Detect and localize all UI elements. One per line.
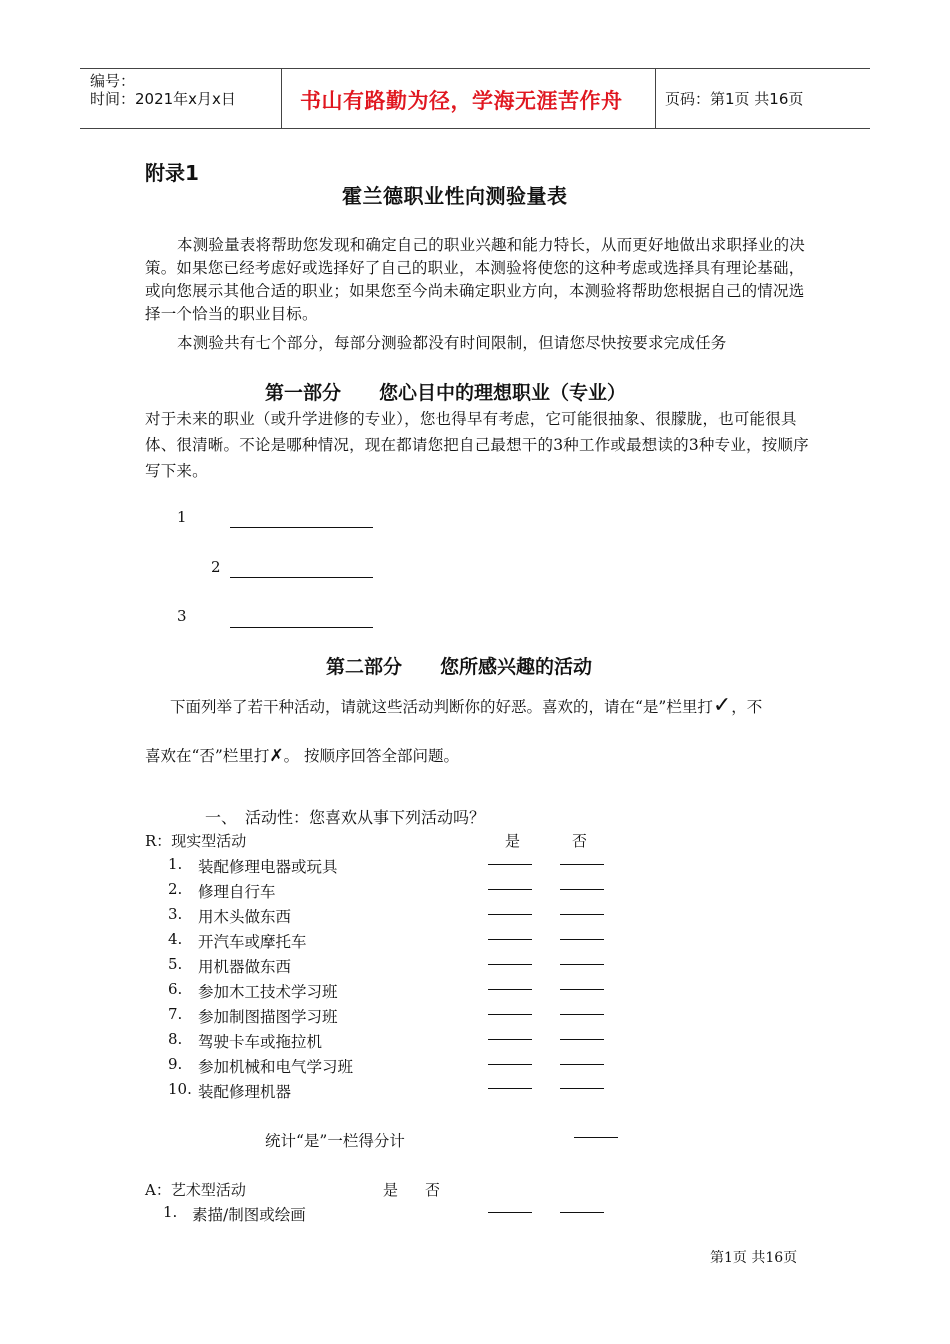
no-answer-blank[interactable] — [560, 1064, 604, 1065]
page-title: 霍兰德职业性向测验量表 — [342, 184, 568, 208]
part2-instruction-line1 — [170, 693, 762, 718]
item-number: 1. — [163, 1203, 178, 1221]
item-text: 用木头做东西 — [198, 908, 292, 926]
header-motto: 书山有路勤为径，学海无涯苦作舟 — [300, 89, 623, 113]
no-answer-blank[interactable] — [560, 989, 604, 990]
part2-title: 第二部分 您所感兴趣的活动 — [326, 656, 593, 678]
a-yes-column-header: 是 — [383, 1181, 399, 1199]
yes-answer-blank[interactable] — [488, 939, 532, 940]
item-number: 5. — [168, 955, 183, 973]
no-answer-blank[interactable] — [560, 914, 604, 915]
yes-answer-blank[interactable] — [488, 889, 532, 890]
appendix-label: 附录1 — [145, 161, 199, 185]
item-text: 修理自行车 — [198, 883, 276, 901]
item-text: 参加木工技术学习班 — [198, 983, 338, 1001]
ideal-job-1-blank[interactable] — [230, 527, 373, 528]
header-top-rule — [80, 68, 870, 69]
part2-instruction-text: 下面列举了若干种活动，请就这些活动判断你的好恶。喜欢的，请在“是”栏里打 — [170, 698, 713, 716]
r-total-blank[interactable] — [574, 1137, 618, 1138]
ideal-job-number: 1 — [177, 508, 187, 526]
ideal-job-number: 2 — [211, 558, 221, 576]
part2-instruction-text-2: 喜欢在“否”栏里打 — [145, 747, 270, 765]
yes-answer-blank[interactable] — [488, 989, 532, 990]
ideal-job-number: 3 — [177, 607, 187, 625]
ideal-job-2-blank[interactable] — [230, 577, 373, 578]
check-mark-icon: ✓ — [712, 693, 732, 718]
part1-title: 第一部分 您心目中的理想职业（专业） — [265, 382, 627, 404]
item-number: 8. — [168, 1030, 183, 1048]
yes-answer-blank[interactable] — [488, 964, 532, 965]
yes-answer-blank[interactable] — [488, 1212, 532, 1213]
item-text: 参加制图描图学习班 — [198, 1008, 338, 1026]
item-text: 装配修理机器 — [198, 1083, 292, 1101]
yes-answer-blank[interactable] — [488, 1064, 532, 1065]
no-answer-blank[interactable] — [560, 889, 604, 890]
section-r-label: R：现实型活动 — [145, 832, 247, 850]
item-number: 1. — [168, 855, 183, 873]
yes-answer-blank[interactable] — [488, 864, 532, 865]
no-column-header: 否 — [572, 832, 588, 850]
header-divider-right — [655, 68, 656, 128]
item-text: 驾驶卡车或拖拉机 — [198, 1033, 323, 1051]
part1-text: 对于未来的职业（或升学进修的专业），您也得早有考虑，它可能很抽象、很朦胧，也可能很具体、很清晰。不论是哪种情况，现在都请您把自己最想干的3种工作或最想读的3种专业，按顺序写下来。 — [145, 410, 809, 480]
no-answer-blank[interactable] — [560, 939, 604, 940]
no-answer-blank[interactable] — [560, 964, 604, 965]
yes-answer-blank[interactable] — [488, 914, 532, 915]
header-divider-left — [281, 68, 282, 128]
part2-instruction-end: ，不 — [731, 698, 763, 716]
yes-answer-blank[interactable] — [488, 1039, 532, 1040]
r-total-label: 统计“是”一栏得分计 — [265, 1132, 405, 1150]
intro-paragraph-2: 本测验共有七个部分，每部分测验都没有时间限制，但请您尽快按要求完成任务 — [177, 334, 727, 352]
item-number: 10. — [168, 1080, 192, 1098]
yes-column-header: 是 — [505, 832, 521, 850]
item-text: 参加机械和电气学习班 — [198, 1058, 354, 1076]
item-text: 装配修理电器或玩具 — [198, 858, 338, 876]
no-answer-blank[interactable] — [560, 1088, 604, 1089]
header-date-label: 时间：2021年x月x日 — [90, 90, 236, 108]
header-code-label: 编号： — [90, 72, 136, 90]
item-number: 6. — [168, 980, 183, 998]
no-answer-blank[interactable] — [560, 864, 604, 865]
no-answer-blank[interactable] — [560, 1014, 604, 1015]
part2-instruction-line2 — [145, 744, 459, 766]
item-number: 7. — [168, 1005, 183, 1023]
item-number: 3. — [168, 905, 183, 923]
yes-answer-blank[interactable] — [488, 1088, 532, 1089]
item-number: 9. — [168, 1055, 183, 1073]
no-answer-blank[interactable] — [560, 1039, 604, 1040]
ideal-job-3-blank[interactable] — [230, 627, 373, 628]
no-answer-blank[interactable] — [560, 1212, 604, 1213]
page-footer: 第1页 共16页 — [710, 1250, 798, 1266]
item-number: 2. — [168, 880, 183, 898]
a-no-column-header: 否 — [425, 1181, 441, 1199]
cross-mark-icon: ✗ — [269, 746, 284, 766]
header-bottom-rule — [80, 128, 870, 129]
part2-instruction-end-2: 。 按顺序回答全部问题。 — [283, 747, 460, 765]
item-number: 4. — [168, 930, 183, 948]
item-text: 用机器做东西 — [198, 958, 292, 976]
section-a-label: A：艺术型活动 — [145, 1181, 246, 1199]
intro-paragraph-1: 本测验量表将帮助您发现和确定自己的职业兴趣和能力特长，从而更好地做出求职择业的决策。如果您已经考虑好或选择好了自己的职业，本测验将使您的这种考虑或选择具有理论基础，或向您展示其他合适的职业；如果您至今尚未确定职业方向，本测验将帮助您根据自己的情况选择一个恰当的职业目标。 — [145, 236, 806, 323]
yes-answer-blank[interactable] — [488, 1014, 532, 1015]
header-page-info: 页码：第1页 共16页 — [665, 90, 804, 108]
item-text: 素描/制图或绘画 — [192, 1206, 306, 1224]
section1-heading: 一、 活动性：您喜欢从事下列活动吗？ — [205, 808, 486, 827]
item-text: 开汽车或摩托车 — [198, 933, 307, 951]
